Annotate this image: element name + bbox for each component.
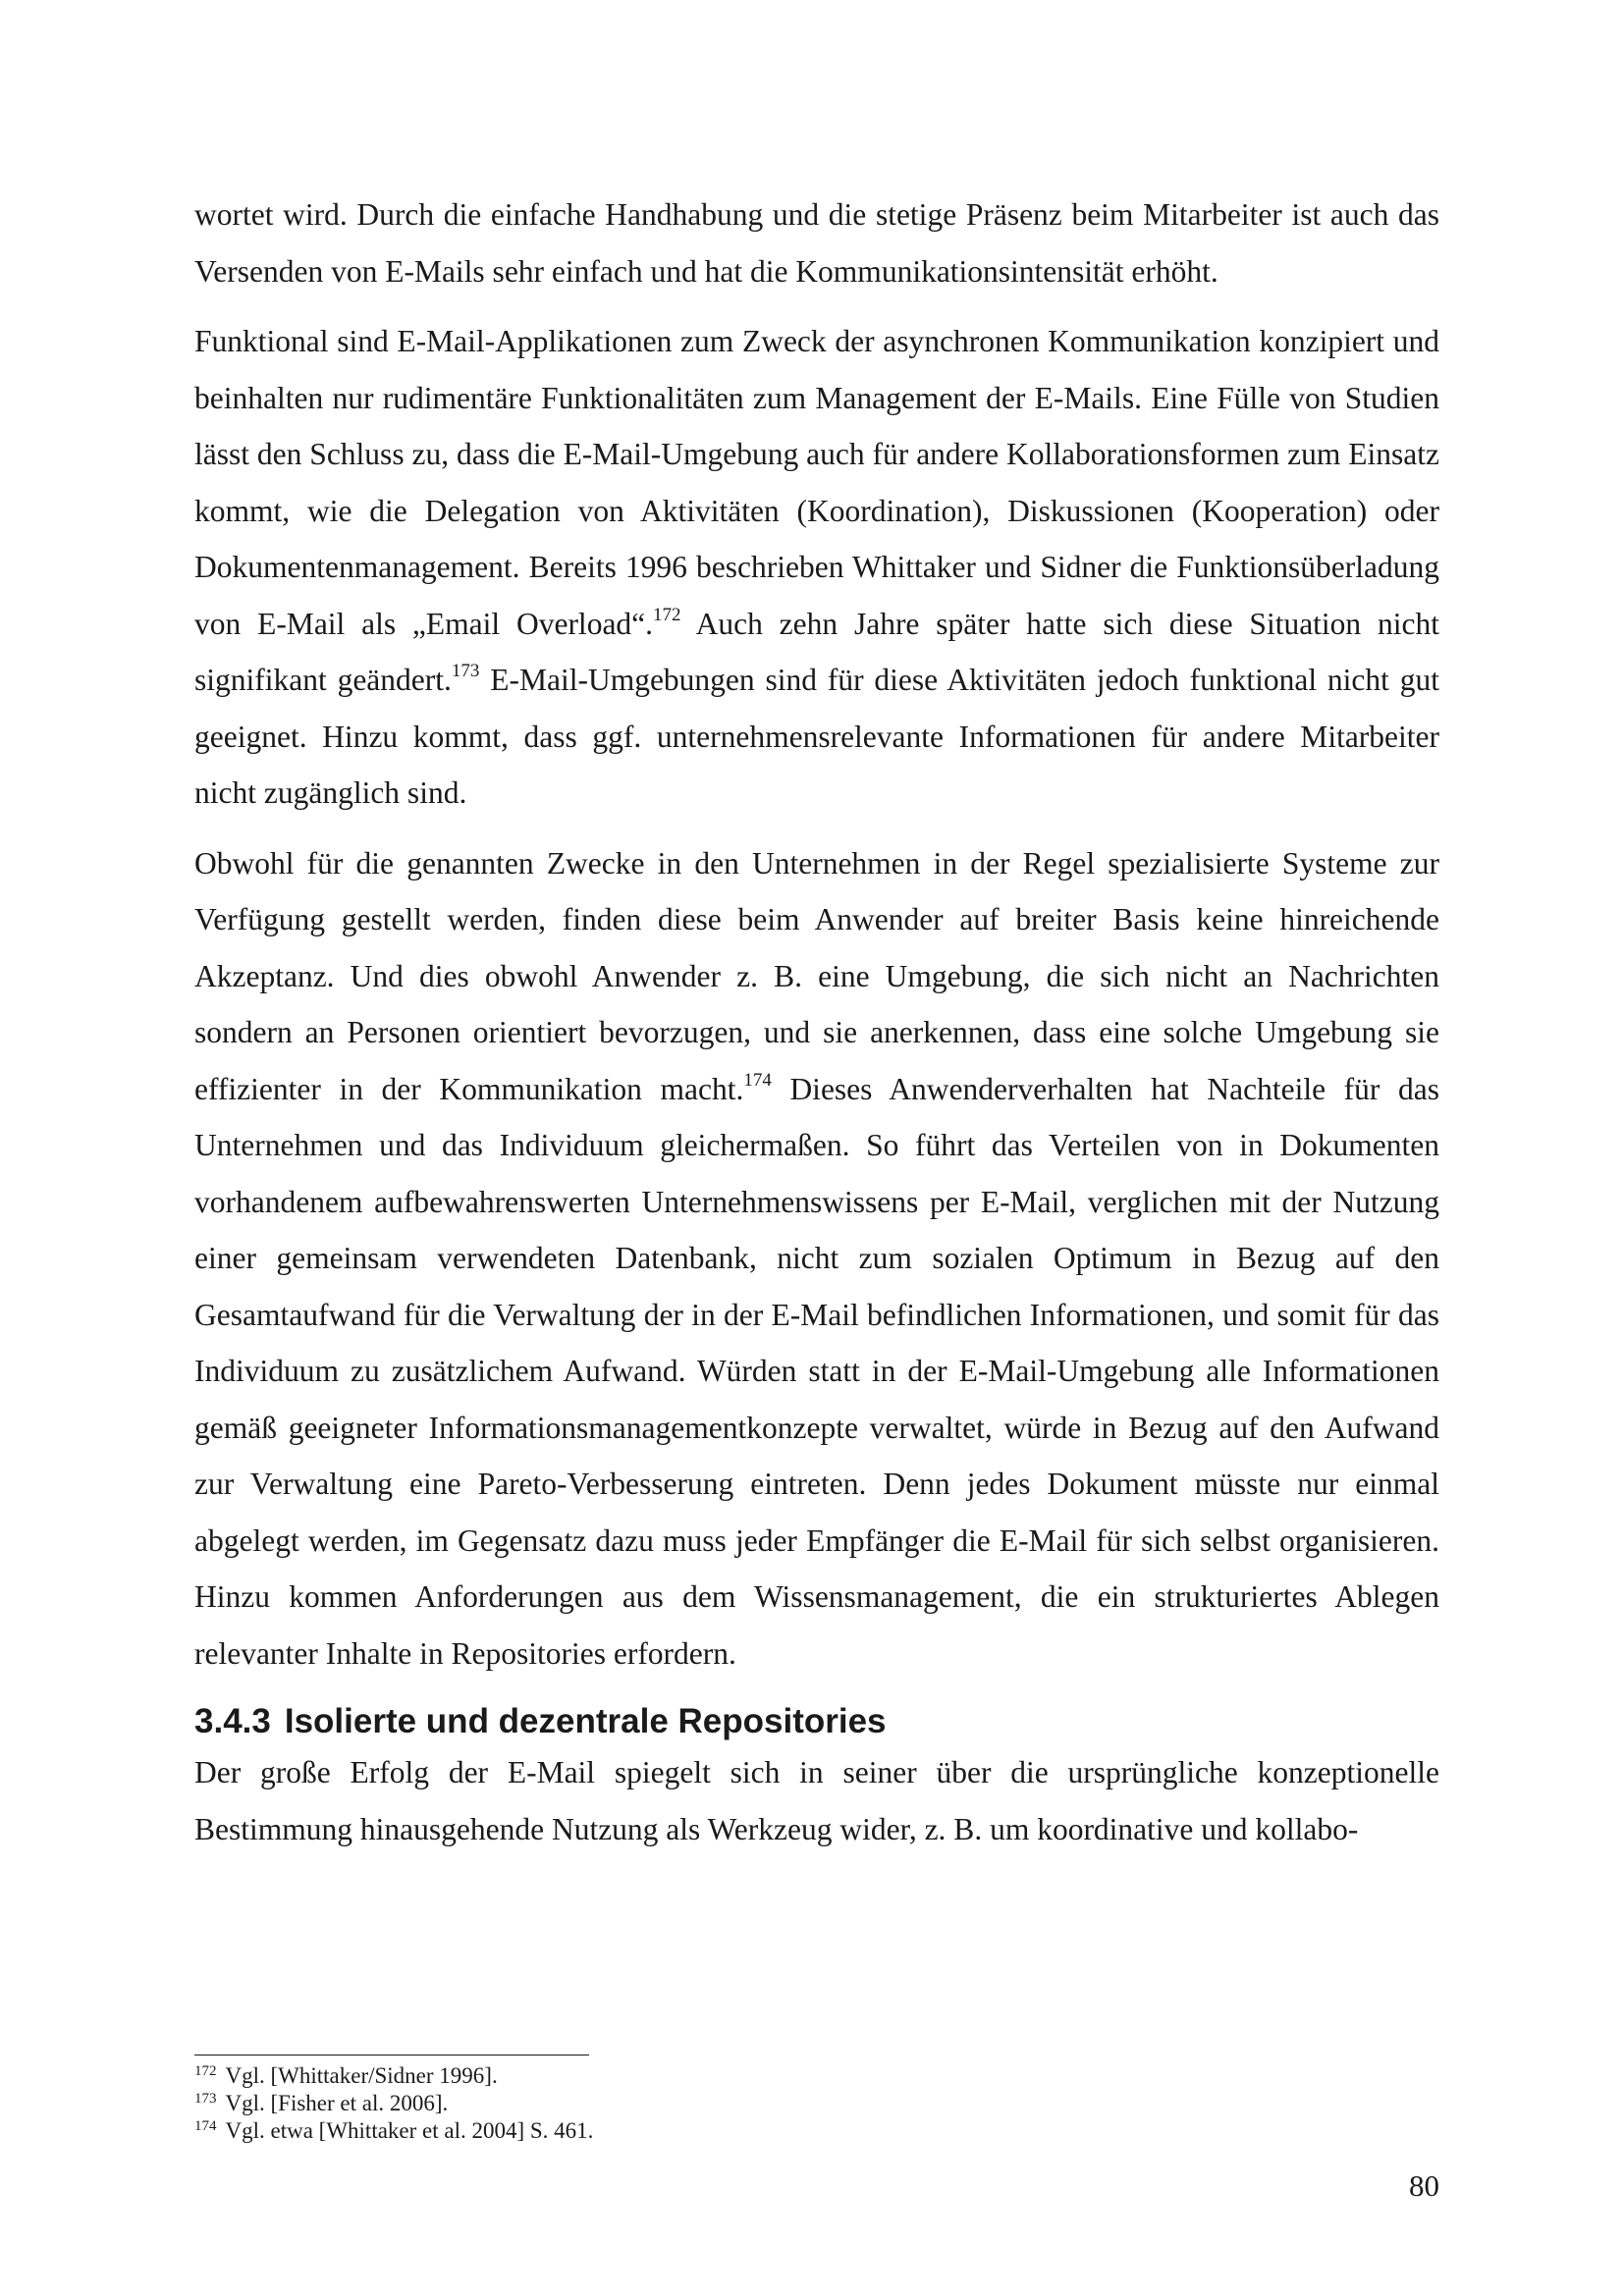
- body-text: [194, 187, 1439, 1857]
- footnote-text: Vgl. etwa [Whittaker et al. 2004] S. 461.: [225, 2118, 594, 2143]
- paragraph-text: Auch zehn Jahre später hatte sich diese Situation nicht signifikant geändert.: [194, 606, 1439, 697]
- footnotes: [194, 2062, 1439, 2145]
- section-heading: [194, 1699, 1439, 1744]
- paragraph-2: [194, 313, 1439, 822]
- paragraph-3: [194, 835, 1439, 1682]
- footnote-ref-172[interactable]: 172: [653, 604, 681, 625]
- section-title: Isolierte und dezentrale Repositories: [284, 1702, 887, 1740]
- footnote-174: [194, 2117, 1439, 2145]
- page-number: 80: [1409, 2168, 1439, 2203]
- footnote-text: Vgl. [Whittaker/Sidner 1996].: [225, 2063, 498, 2088]
- paragraph-1: [194, 187, 1439, 299]
- footnote-172: [194, 2062, 1439, 2090]
- paragraph-text: Funktional sind E-Mail-Applikationen zum Zweck der asynchronen Kommunikation konzipiert und beinhalten nur rudimentäre Funktionalitäten zum Management der E-Mails. Eine Fülle von Studien lässt den Schluss zu, dass die E-Mail-Umgebung auch für andere Kollaborationsformen zum Einsatz kommt, wie die Delegation von Aktivitäten (Koordination), Diskussionen (Kooperation) oder Dokumentenmanagement. Bereits 1996 beschrieben Whittaker und Sidner die Funktionsüberladung von E-Mail als „Email Overload“.: [194, 324, 1439, 641]
- footnote-divider: [194, 2055, 589, 2056]
- paragraph-4: [194, 1744, 1439, 1857]
- footnote-number: 173: [194, 2091, 217, 2107]
- footnote-ref-174[interactable]: 174: [743, 1069, 772, 1091]
- paragraph-text: E-Mail-Umgebungen sind für diese Aktivitäten jedoch funktional nicht gut geeignet. Hinzu kommt, dass ggf. unternehmensrelevante Informationen für andere Mitarbeiter nicht zugänglich sind.: [194, 663, 1440, 810]
- section-number: 3.4.3: [194, 1702, 271, 1740]
- paragraph-text: Der große Erfolg der E-Mail spiegelt sich in seiner über die ursprüngliche konzeptionelle Bestimmung hinausgehende Nutzung als Werkzeug wider, z. B. um koordinative und kollabo-: [194, 1755, 1439, 1846]
- paragraph-text: Obwohl für die genannten Zwecke in den Unternehmen in der Regel spezialisierte Systeme zur Verfügung gestellt werden, finden diese beim Anwender auf breiter Basis keine hinreichende Akzeptanz. Und dies obwohl Anwender z. B. eine Umgebung, die sich nicht an Nachrichten sondern an Personen orientiert bevorzugen, und sie anerkennen, dass eine solche Umgebung sie effizienter in der Kommunikation macht.: [194, 845, 1439, 1106]
- footnote-number: 172: [194, 2063, 217, 2079]
- footnote-number: 174: [194, 2118, 217, 2134]
- footnote-ref-173[interactable]: 173: [451, 661, 480, 681]
- footnote-text: Vgl. [Fisher et al. 2006].: [225, 2091, 449, 2115]
- footnote-173: [194, 2090, 1439, 2117]
- paragraph-text: wortet wird. Durch die einfache Handhabung und die stetige Präsenz beim Mitarbeiter ist auch das Versenden von E-Mails sehr einfach und hat die Kommunikationsintensität erhöht.: [194, 197, 1439, 289]
- paragraph-text: Dieses Anwenderverhalten hat Nachteile für das Unternehmen und das Individuum gleichermaßen. So führt das Verteilen von in Dokumenten vorhandenem aufbewahrenswerten Unternehmenswissens per E-Mail, verglichen mit der Nutzung einer gemeinsam verwendeten Datenbank, nicht zum sozialen Optimum in Bezug auf den Gesamtaufwand für die Verwaltung der in der E-Mail befindlichen Informationen, und somit für das Individuum zu zusätzlichem Aufwand. Würden statt in der E-Mail-Umgebung alle Informationen gemäß geeigneter Informationsmanagementkonzepte verwaltet, würde in Bezug auf den Aufwand zur Verwaltung eine Pareto-Verbesserung eintreten. Denn jedes Dokument müsste nur einmal abgelegt werden, im Gegensatz dazu muss jeder Empfänger die E-Mail für sich selbst organisieren. Hinzu kommen Anforderungen aus dem Wissensmanagement, die ein strukturiertes Ablegen relevanter Inhalte in Repositories erfordern.: [194, 1071, 1439, 1671]
